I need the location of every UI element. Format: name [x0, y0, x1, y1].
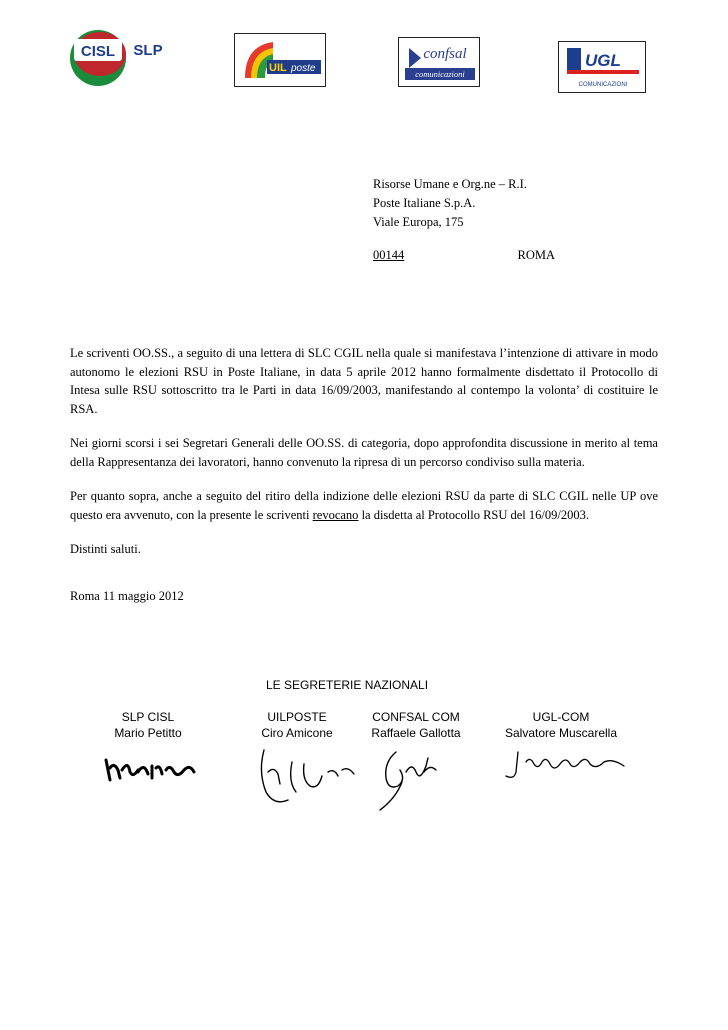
body-paragraph-1: Le scriventi OO.SS., a seguito di una lettera di SLC CGIL nella quale si manifestava l’intenzione di attivare in modo autonomo le elezioni RSU in Poste Italiane, in data 5 aprile 2012 hanno formalmente disdettato il Protocollo di Intesa sulle RSU sottoscritto tra le Parti in data 16/09/2003, manifestando al contempo la volonta’ di costituire le RSA.	[70, 346, 658, 416]
slp-logo-text: SLP	[133, 42, 163, 59]
cisl-logo-graphic	[68, 25, 178, 91]
address-line-2: Poste Italiane S.p.A.	[373, 196, 476, 210]
address-line-1: Risorse Umane e Org.ne – R.I.	[373, 177, 527, 191]
signature-name: Salvatore Muscarella	[504, 726, 618, 740]
signature-name: Mario Petitto	[114, 726, 182, 740]
cisl-slp-logo	[68, 25, 178, 91]
ugl-sub-text: COMUNICAZIONI	[578, 82, 628, 88]
closing-salutation: Distinti saluti.	[70, 542, 141, 556]
ugl-logo-graphic	[559, 42, 645, 92]
letter-body	[70, 344, 658, 621]
signature-name: Ciro Amicone	[261, 726, 333, 740]
address-city: ROMA	[517, 248, 555, 262]
confsal-sub-text: comunicazioni	[415, 69, 465, 79]
signature-block-ugl	[496, 710, 626, 740]
signature-muscarella	[500, 742, 632, 792]
signatories-heading: LE SEGRETERIE NAZIONALI	[266, 678, 429, 692]
recipient-address	[373, 175, 555, 265]
signature-org: CONFSAL COM	[372, 710, 460, 724]
signature-org: SLP CISL	[121, 710, 175, 724]
ugl-logo-text: UGL	[585, 51, 621, 70]
signature-petitto	[100, 748, 200, 788]
body-paragraph-3-start: Per quanto sopra, anche a seguito del ritiro della indizione delle elezioni RSU da parte di SLC CGIL nelle UP ove questo era avvenuto, con la presente le scriventi	[70, 489, 658, 522]
body-paragraph-2: Nei giorni scorsi i sei Segretari Generali delle OO.SS. di categoria, dopo approfondita discussione in merito al tema della Rappresentanza dei lavoratori, hanno convenuto la ripresa di un percorso condiviso sulla materia.	[70, 436, 658, 469]
uilposte-logo-graphic	[235, 34, 325, 86]
confsal-logo-text: confsal	[423, 46, 467, 62]
ugl-logo	[558, 41, 646, 93]
address-line-3: Viale Europa, 175	[373, 215, 464, 229]
body-paragraph-3	[70, 487, 658, 524]
address-postcode-city	[373, 246, 555, 265]
address-postcode: 00144	[373, 248, 405, 262]
confsal-logo	[398, 37, 480, 87]
signature-amicone	[244, 742, 364, 814]
cisl-logo-text: CISL	[80, 43, 116, 60]
signature-block-uilposte	[247, 710, 347, 740]
revocano-underlined: revocano	[312, 507, 359, 522]
signature-gallotta	[366, 742, 446, 816]
signature-name: Raffaele Gallotta	[371, 726, 461, 740]
uilposte-logo	[234, 33, 326, 87]
signature-org: UGL-COM	[532, 710, 590, 724]
place-and-date: Roma 11 maggio 2012	[70, 588, 184, 603]
confsal-logo-graphic	[399, 38, 479, 86]
uil-logo-text: UIL	[269, 62, 287, 74]
signature-block-slp-cisl	[98, 710, 198, 740]
signature-block-confsal	[362, 710, 470, 740]
poste-logo-text: poste	[291, 63, 316, 74]
body-paragraph-3-end: la disdetta al Protocollo RSU del 16/09/2003.	[358, 507, 589, 522]
signature-org: UILPOSTE	[267, 710, 327, 724]
